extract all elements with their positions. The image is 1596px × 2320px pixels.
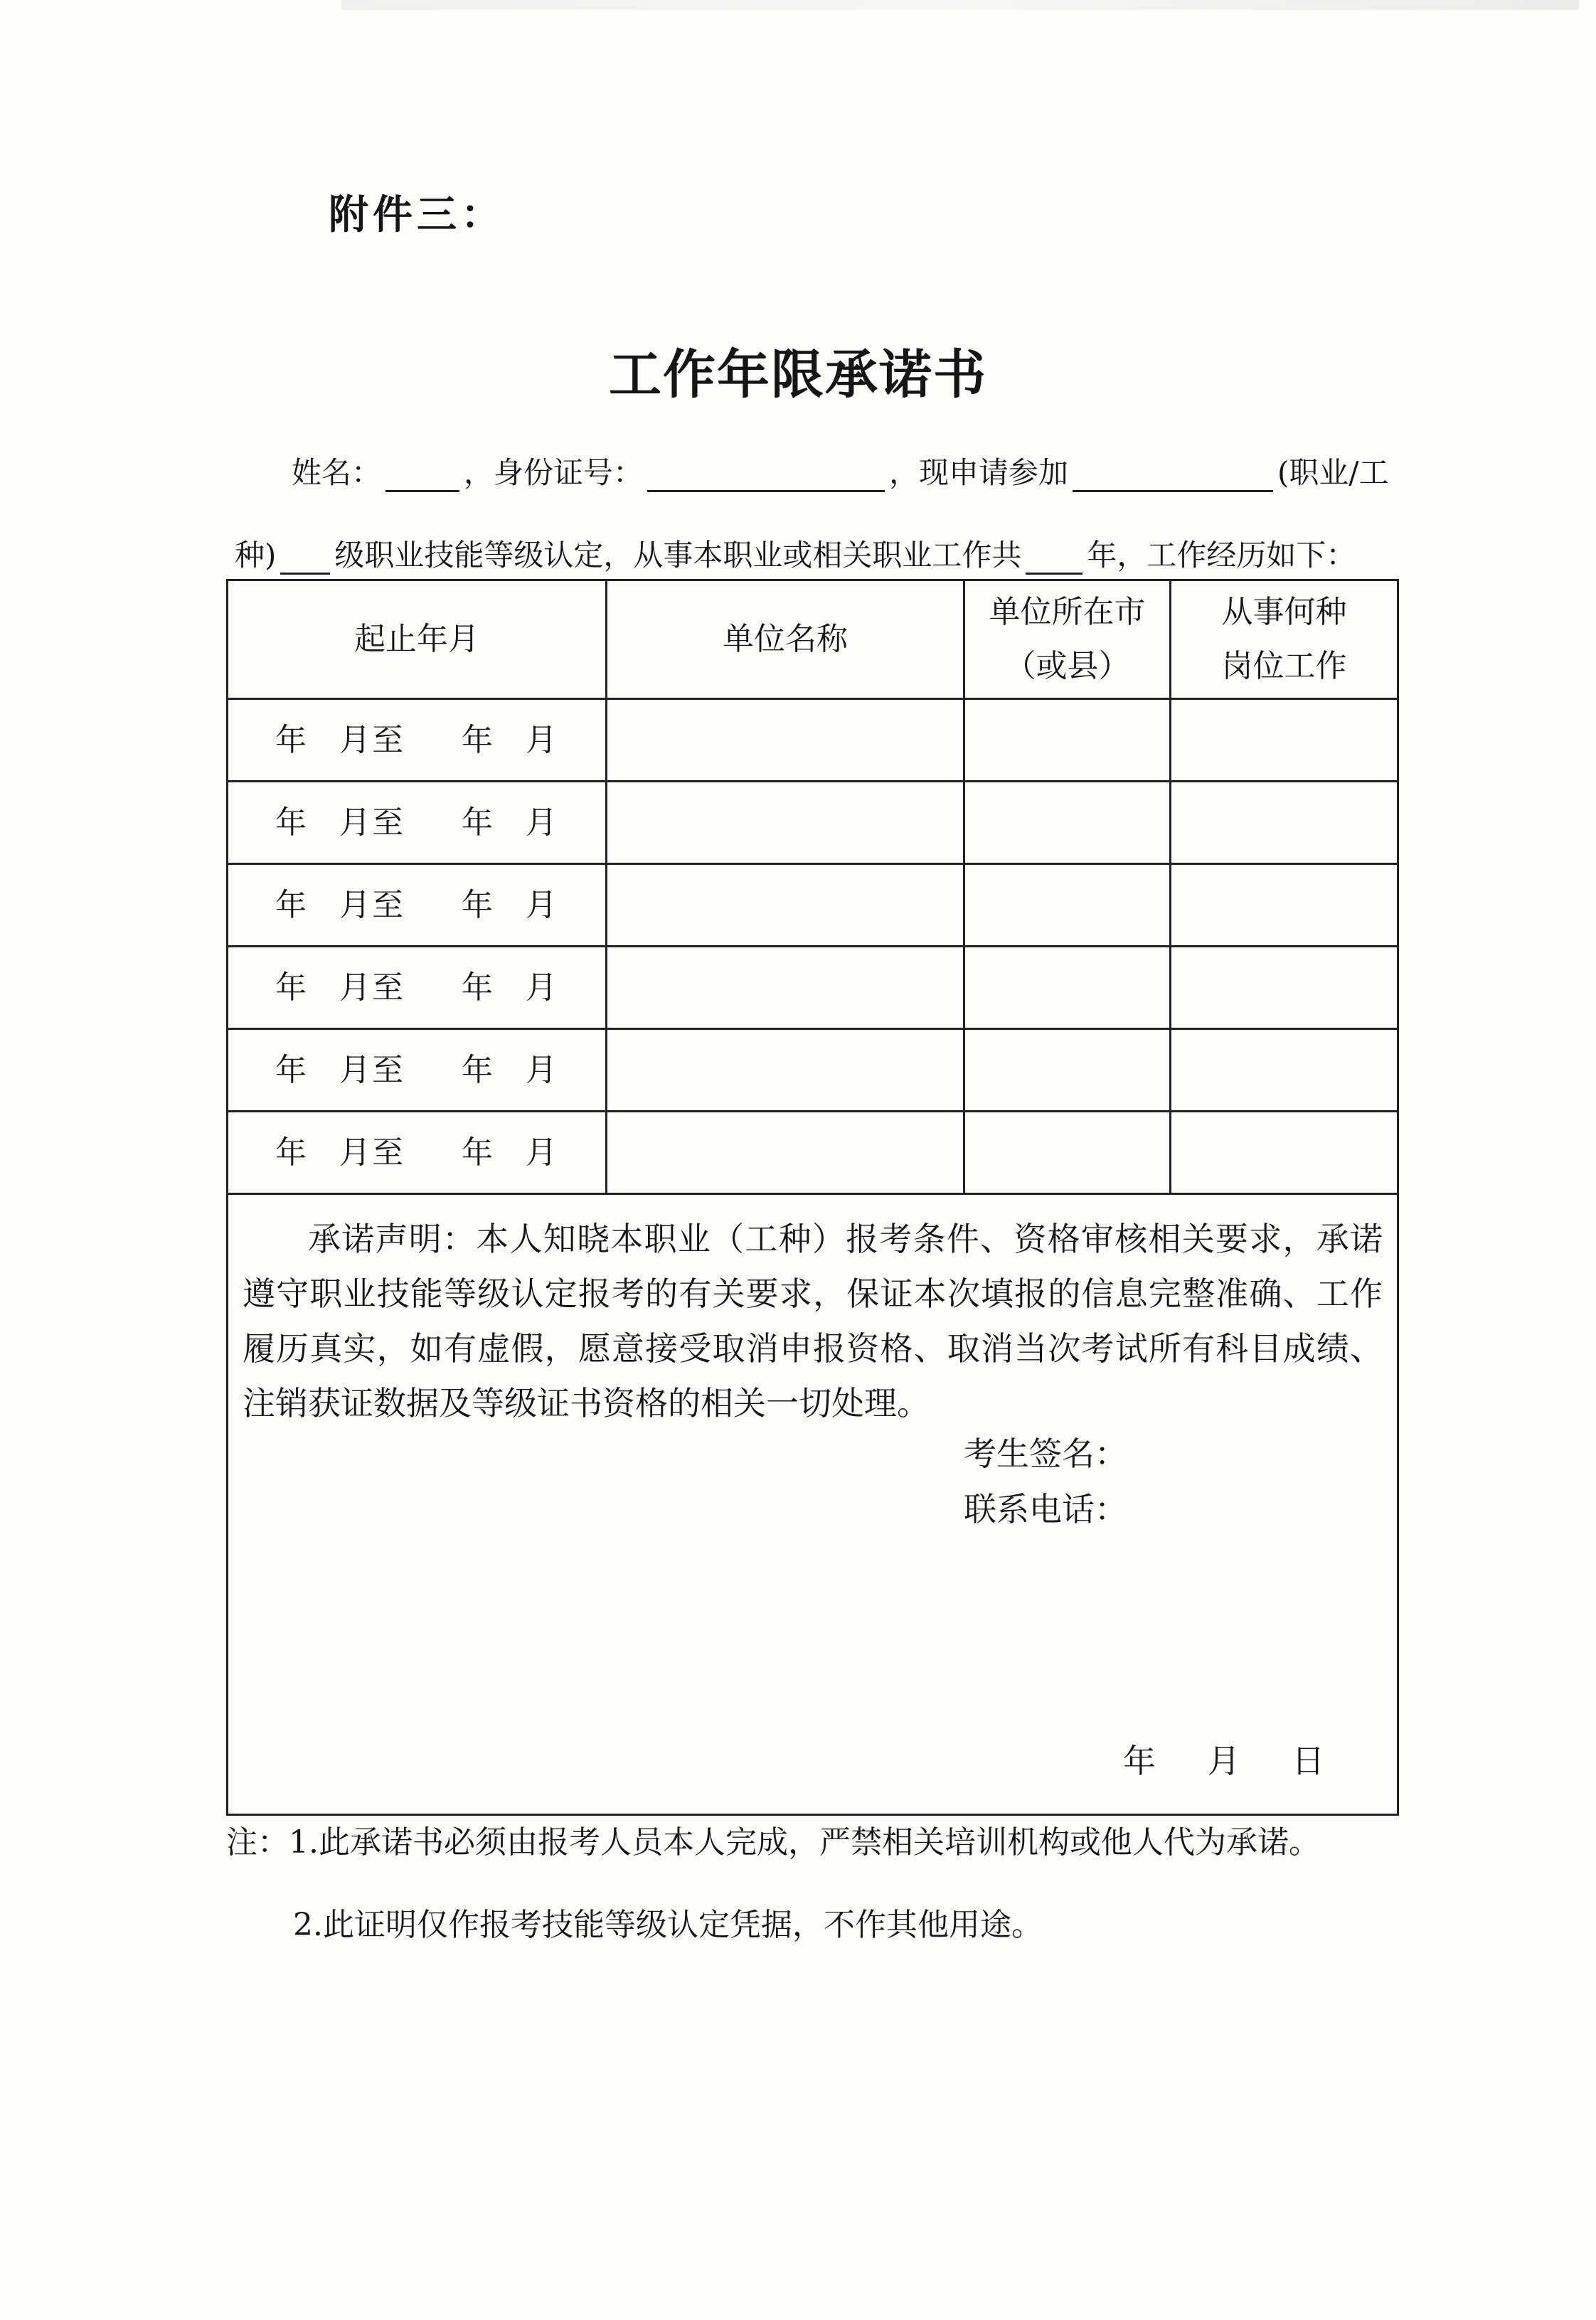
unit-name-cell[interactable]: [607, 864, 964, 947]
date-part: 月至: [339, 886, 405, 923]
date-part: 年: [462, 969, 494, 1006]
signature-label: 考生签名：: [964, 1435, 1127, 1473]
period-cell[interactable]: [228, 699, 607, 782]
position-cell[interactable]: [1171, 947, 1398, 1029]
work-history-table: [226, 579, 1399, 1816]
position-cell[interactable]: [1171, 864, 1398, 947]
attachment-label: 附件三：: [329, 192, 505, 238]
period-cell[interactable]: [228, 947, 607, 1029]
scan-edge-shadow: [341, 0, 1579, 10]
id-label: ，身份证号：: [464, 455, 644, 490]
note-2: 2.此证明仅作报考技能等级认定凭据，不作其他用途。: [293, 1907, 1043, 1943]
name-blank[interactable]: [385, 462, 459, 492]
date-part: 月: [526, 1051, 558, 1088]
date-part: 年: [462, 804, 494, 841]
id-number-blank[interactable]: [647, 462, 885, 492]
position-cell[interactable]: [1171, 1029, 1398, 1112]
date-part: 月: [526, 1134, 558, 1171]
header-period: 起止年月: [228, 580, 607, 699]
period-cell[interactable]: [228, 782, 607, 864]
date-part: 年: [462, 721, 494, 758]
date-part: 年: [275, 886, 308, 923]
date-part: 月至: [339, 1051, 405, 1088]
header-position: 从事何种 岗位工作: [1171, 580, 1398, 699]
table-row: [228, 782, 1398, 864]
date-part: 月至: [339, 1134, 405, 1171]
date-part: 月: [526, 969, 558, 1006]
position-cell[interactable]: [1171, 1112, 1398, 1194]
date-part: 年: [462, 1134, 494, 1171]
intro-line-2: [235, 532, 1356, 575]
date-part: 年: [462, 1051, 494, 1088]
table-row: [228, 699, 1398, 782]
date-part: 月至: [339, 804, 405, 841]
table-row: [228, 1029, 1398, 1112]
name-label: 姓名：: [292, 455, 382, 490]
level-label: 级职业技能等级认定，从事本职业或相关职业工作共: [334, 538, 1022, 573]
note-1: 注：1.此承诺书必须由报考人员本人完成，严禁相关培训机构或他人代为承诺。: [226, 1824, 1320, 1861]
date-part: 月: [526, 804, 558, 841]
city-cell[interactable]: [964, 1029, 1171, 1112]
date-part: 月至: [339, 721, 405, 758]
occupation-blank[interactable]: [1073, 462, 1273, 492]
date-part: 月至: [339, 969, 405, 1006]
years-label: 年，工作经历如下：: [1087, 538, 1356, 573]
table-row: [228, 864, 1398, 947]
pledge-cell: [228, 1194, 1398, 1815]
years-blank[interactable]: [1026, 544, 1082, 575]
date-part: 年: [275, 1051, 308, 1088]
city-cell[interactable]: [964, 699, 1171, 782]
unit-name-cell[interactable]: [607, 699, 964, 782]
position-cell[interactable]: [1171, 699, 1398, 782]
level-blank[interactable]: [280, 544, 330, 575]
unit-name-cell[interactable]: [607, 1112, 964, 1194]
phone-label: 联系电话：: [964, 1490, 1127, 1528]
period-cell[interactable]: [228, 1029, 607, 1112]
city-cell[interactable]: [964, 947, 1171, 1029]
header-city: 单位所在市 （或县）: [964, 580, 1171, 699]
unit-name-cell[interactable]: [607, 1029, 964, 1112]
city-cell[interactable]: [964, 1112, 1171, 1194]
date-part: 年: [275, 1134, 308, 1171]
sign-date: 年 月 日: [1123, 1742, 1325, 1780]
intro-line-1: [292, 449, 1389, 492]
date-part: 年: [275, 721, 308, 758]
occupation-label: (职业/工: [1277, 455, 1389, 490]
table-row: [228, 947, 1398, 1029]
pledge-statement: 承诺声明：本人知晓本职业（工种）报考条件、资格审核相关要求，承诺遵守职业技能等级认定报考的有关要求，保证本次填报的信息完整准确、工作履历真实，如有虚假，愿意接受取消申报资格、取消当次考试所有科目成绩、注销获证数据及等级证书资格的相关一切处理。: [243, 1220, 1383, 1422]
header-unit-name: 单位名称: [607, 580, 964, 699]
period-cell[interactable]: [228, 864, 607, 947]
unit-name-cell[interactable]: [607, 947, 964, 1029]
apply-label: ，现申请参加: [889, 455, 1069, 490]
date-part: 年: [275, 804, 308, 841]
city-cell[interactable]: [964, 782, 1171, 864]
date-part: 月: [526, 721, 558, 758]
position-cell[interactable]: [1171, 782, 1398, 864]
unit-name-cell[interactable]: [607, 782, 964, 864]
document-title: 工作年限承诺书: [609, 344, 987, 405]
table-row: [228, 1112, 1398, 1194]
pledge-row: [228, 1194, 1398, 1815]
city-cell[interactable]: [964, 864, 1171, 947]
date-part: 月: [526, 886, 558, 923]
date-part: 年: [462, 886, 494, 923]
period-cell[interactable]: [228, 1112, 607, 1194]
line2-start: 种): [235, 538, 277, 573]
table-header-row: [228, 580, 1398, 699]
date-part: 年: [275, 969, 308, 1006]
